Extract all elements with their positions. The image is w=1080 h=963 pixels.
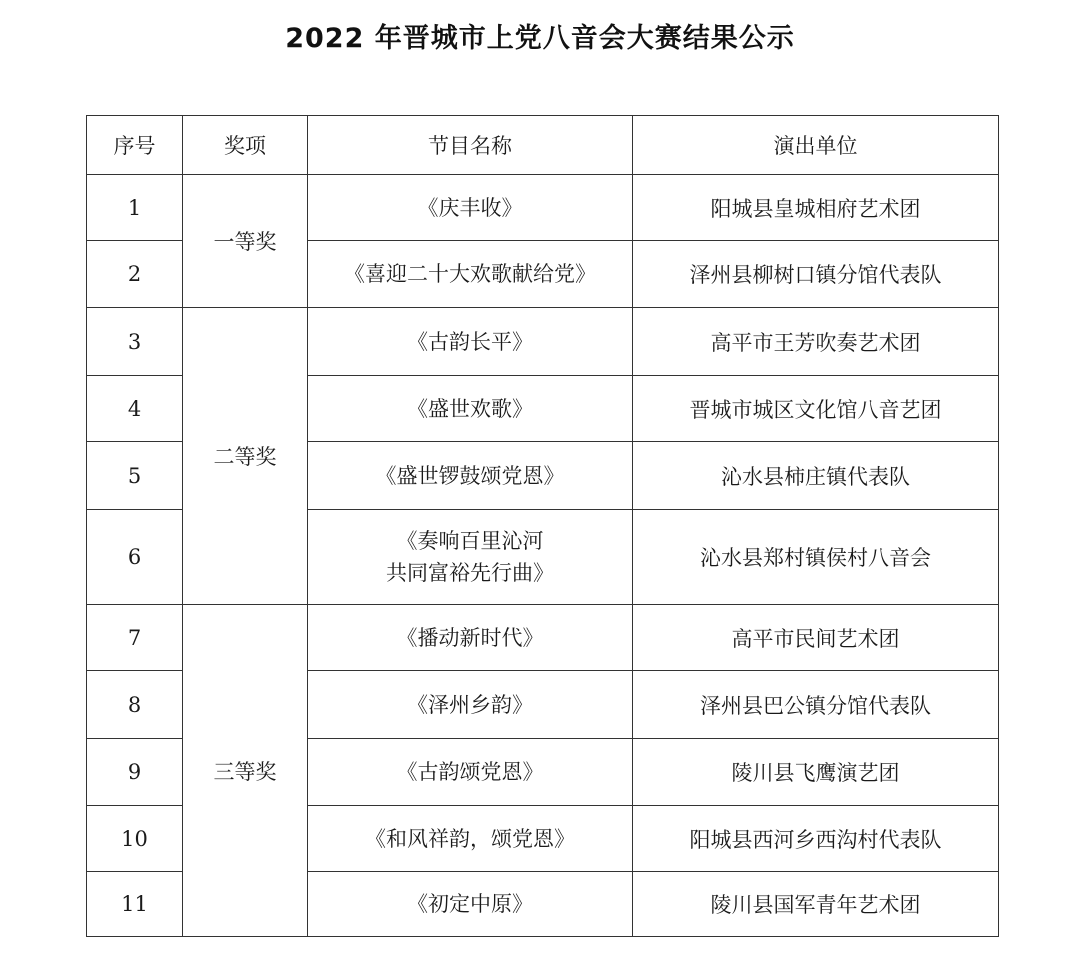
performer-unit: 陵川县飞鹰演艺团 [633,739,999,806]
header-award: 奖项 [183,116,308,175]
table-header-row [87,116,999,175]
performer-unit: 陵川县国军青年艺术团 [633,872,999,937]
table-row [87,308,999,376]
header-program: 节目名称 [308,116,633,175]
program-name [308,510,633,605]
program-line: 《盛世锣鼓颂党恩》 [375,463,565,488]
program-line: 《古韵颂党恩》 [396,760,544,784]
program-line: 《庆丰收》 [417,195,523,220]
program-line: 《泽州乡韵》 [407,692,533,717]
table-row [87,175,999,241]
performer-unit: 晋城市城区文化馆八音艺团 [633,376,999,442]
program-line: 共同富裕先行曲》 [386,561,554,585]
program-name [308,376,633,442]
award-second: 二等奖 [183,308,308,605]
performer-unit: 泽州县柳树口镇分馆代表队 [633,241,999,308]
row-number: 11 [87,872,183,937]
program-name [308,872,633,937]
results-table [86,115,999,937]
program-line: 《奏响百里沁河 [396,529,544,553]
row-number: 8 [87,671,183,739]
program-name [308,241,633,308]
row-number: 4 [87,376,183,442]
row-number: 9 [87,739,183,806]
row-number: 3 [87,308,183,376]
row-number: 10 [87,806,183,872]
performer-unit: 阳城县西河乡西沟村代表队 [633,806,999,872]
award-first: 一等奖 [183,175,308,308]
program-line: 《初定中原》 [407,892,533,916]
performer-unit: 泽州县巴公镇分馆代表队 [633,671,999,739]
program-line: 《古韵长平》 [407,329,533,354]
program-name [308,739,633,806]
header-number: 序号 [87,116,183,175]
program-name [308,308,633,376]
row-number: 7 [87,605,183,671]
program-line: 《盛世欢歌》 [407,396,533,421]
program-name [308,605,633,671]
page-title: 2022 年晋城市上党八音会大赛结果公示 [285,23,795,54]
award-third: 三等奖 [183,605,308,937]
performer-unit: 高平市王芳吹奏艺术团 [633,308,999,376]
row-number: 2 [87,241,183,308]
header-unit: 演出单位 [633,116,999,175]
performer-unit: 阳城县皇城相府艺术团 [633,175,999,241]
program-line: 《播动新时代》 [396,625,544,650]
program-name [308,175,633,241]
program-name [308,671,633,739]
program-name [308,442,633,510]
row-number: 1 [87,175,183,241]
performer-unit: 沁水县郑村镇侯村八音会 [633,510,999,605]
program-line: 《喜迎二十大欢歌献给党》 [344,262,596,286]
row-number: 6 [87,510,183,605]
performer-unit: 高平市民间艺术团 [633,605,999,671]
table-row [87,605,999,671]
performer-unit: 沁水县柿庄镇代表队 [633,442,999,510]
program-line: 《和风祥韵，颂党恩》 [365,826,575,851]
row-number: 5 [87,442,183,510]
program-name [308,806,633,872]
